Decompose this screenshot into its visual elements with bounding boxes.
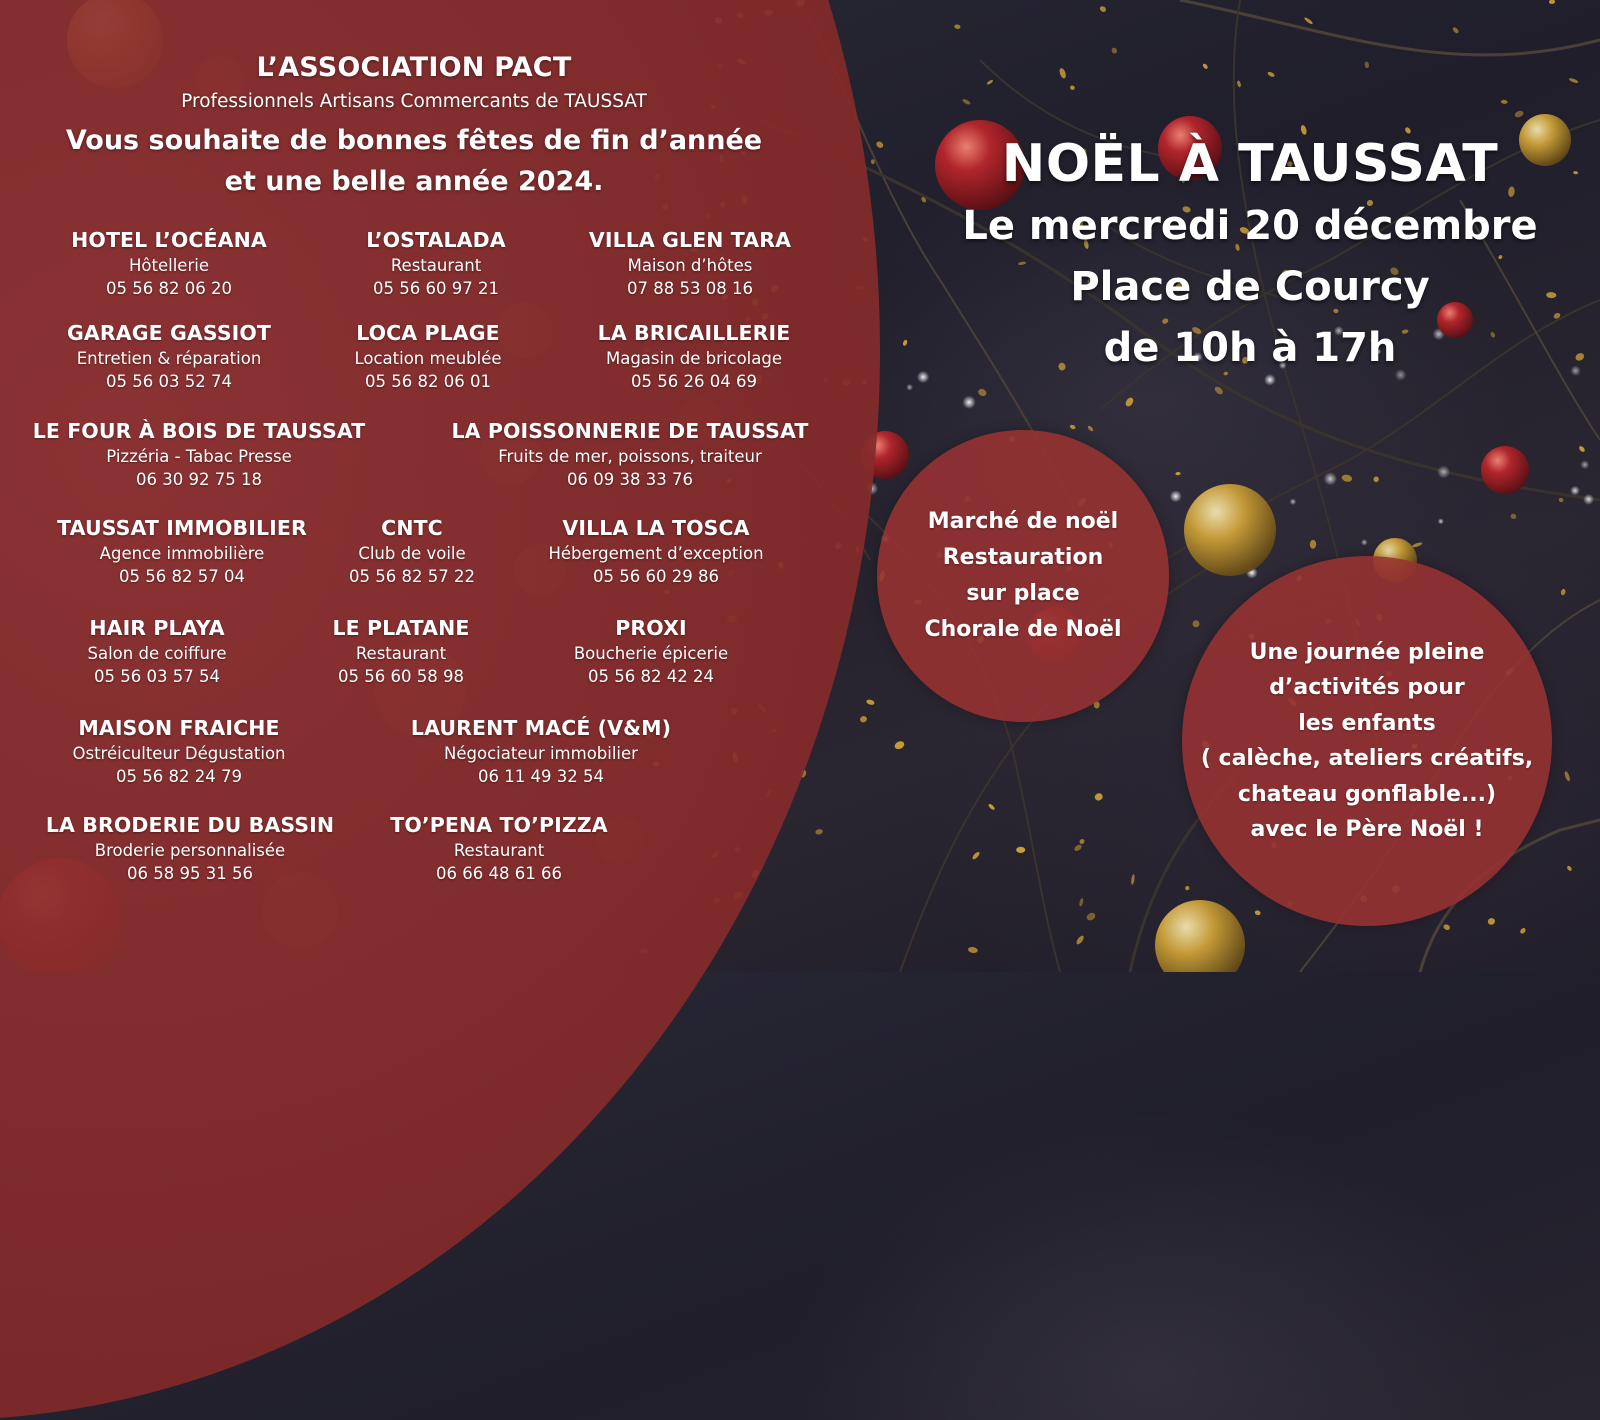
event-title: NOËL À TAUSSAT	[1001, 134, 1499, 194]
wish-line: Vous souhaite de bonnes fêtes de fin d’année	[65, 125, 763, 156]
business-name: CNTC	[381, 516, 443, 540]
business-description: Entretien & réparation	[76, 349, 262, 368]
business-phone: 05 56 82 42 24	[588, 667, 714, 686]
event-place: Place de Courcy	[1070, 264, 1430, 310]
kids-activities-circle	[1182, 556, 1552, 926]
business-name: GARAGE GASSIOT	[66, 321, 272, 345]
business-description: Maison d’hôtes	[627, 256, 753, 275]
business-name: LA BRICAILLERIE	[597, 321, 791, 345]
business-name: HOTEL L’OCÉANA	[71, 228, 267, 252]
kids-line: ( calèche, ateliers créatifs,	[1200, 746, 1534, 771]
business-phone: 05 56 82 57 22	[349, 567, 475, 586]
business-description: Club de voile	[358, 544, 466, 563]
wish-line: et une belle année 2024.	[224, 166, 604, 197]
business-name: MAISON FRAICHE	[78, 716, 280, 740]
business-name: LA POISSONNERIE DE TAUSSAT	[451, 419, 809, 443]
business-description: Location meublée	[354, 349, 502, 368]
kids-line: d’activités pour	[1269, 675, 1465, 700]
business-description: Salon de coiffure	[87, 644, 227, 663]
business-description: Magasin de bricolage	[605, 349, 782, 368]
business-name: HAIR PLAYA	[89, 616, 225, 640]
market-line: sur place	[966, 581, 1080, 606]
business-phone: 07 88 53 08 16	[627, 279, 753, 298]
business-name: TO’PENA TO’PIZZA	[390, 813, 608, 837]
business-phone: 05 56 82 06 01	[365, 372, 491, 391]
business-phone: 05 56 60 58 98	[338, 667, 464, 686]
business-description: Ostréiculteur Dégustation	[72, 744, 286, 763]
business-name: LAURENT MACÉ (V&M)	[410, 716, 672, 740]
business-phone: 05 56 82 57 04	[119, 567, 245, 586]
business-name: LE PLATANE	[332, 616, 470, 640]
business-phone: 06 66 48 61 66	[436, 864, 562, 883]
business-phone: 05 56 26 04 69	[631, 372, 757, 391]
business-phone: 05 56 60 97 21	[373, 279, 499, 298]
business-name: LOCA PLAGE	[356, 321, 500, 345]
business-phone: 06 30 92 75 18	[136, 470, 262, 489]
market-line: Chorale de Noël	[924, 617, 1122, 642]
business-description: Restaurant	[390, 256, 482, 275]
business-phone: 06 58 95 31 56	[127, 864, 253, 883]
business-description: Agence immobilière	[99, 544, 265, 563]
kids-line: avec le Père Noël !	[1250, 817, 1484, 842]
kids-line: les enfants	[1298, 710, 1436, 736]
market-line: Restauration	[942, 545, 1104, 570]
business-name: VILLA GLEN TARA	[588, 228, 792, 252]
kids-line: chateau gonflable...)	[1237, 781, 1497, 807]
business-name: VILLA LA TOSCA	[562, 516, 750, 540]
business-phone: 05 56 82 24 79	[116, 767, 242, 786]
business-description: Broderie personnalisée	[94, 841, 286, 860]
business-description: Boucherie épicerie	[573, 644, 729, 663]
kids-line: Une journée pleine	[1249, 639, 1485, 665]
business-description: Hôtellerie	[129, 256, 209, 275]
business-description: Restaurant	[355, 644, 447, 663]
business-phone: 06 11 49 32 54	[478, 767, 604, 786]
market-circle	[877, 430, 1169, 722]
business-phone: 05 56 03 52 74	[106, 372, 232, 391]
business-phone: 05 56 03 57 54	[94, 667, 220, 686]
business-name: TAUSSAT IMMOBILIER	[57, 516, 307, 540]
business-description: Fruits de mer, poissons, traiteur	[498, 447, 762, 466]
event-hours: de 10h à 17h	[1103, 325, 1397, 371]
event-date: Le mercredi 20 décembre	[962, 203, 1538, 249]
business-description: Négociateur immobilier	[444, 744, 638, 763]
business-description: Pizzéria - Tabac Presse	[106, 447, 292, 466]
business-phone: 05 56 60 29 86	[593, 567, 719, 586]
business-name: LA BRODERIE DU BASSIN	[45, 813, 335, 837]
business-phone: 06 09 38 33 76	[567, 470, 693, 489]
association-subtitle: Professionnels Artisans Commercants de TAUSSAT	[181, 91, 647, 112]
business-description: Hébergement d’exception	[548, 544, 764, 563]
business-description: Restaurant	[453, 841, 545, 860]
business-name: LE FOUR À BOIS DE TAUSSAT	[32, 419, 366, 443]
business-phone: 05 56 82 06 20	[106, 279, 232, 298]
business-name: PROXI	[615, 616, 687, 640]
business-name: L’OSTALADA	[366, 228, 506, 252]
association-name: L’ASSOCIATION PACT	[256, 52, 572, 83]
market-line: Marché de noël	[927, 509, 1119, 534]
